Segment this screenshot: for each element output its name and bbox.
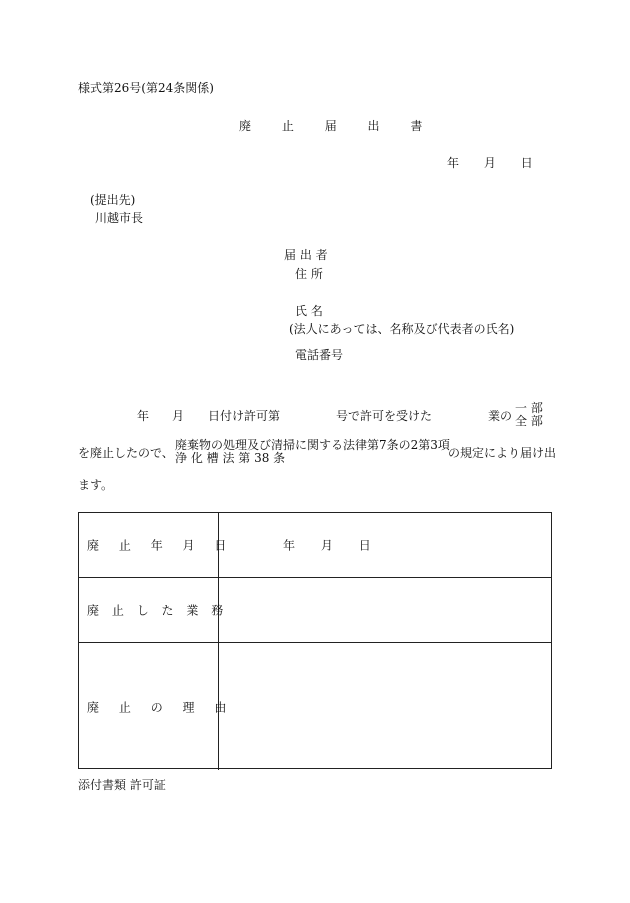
closed-business-label-cell — [79, 578, 224, 642]
name-label: 氏 名 — [295, 304, 323, 318]
document-title — [239, 120, 422, 132]
recipient-name: 川越市長 — [95, 211, 144, 225]
closure-date-char-1: 廃 — [87, 538, 100, 553]
closed-business-label — [87, 602, 223, 619]
closure-date-char-3: 年 — [150, 538, 163, 553]
closure-reason-char-4: 理 — [182, 700, 195, 714]
closure-reason-label — [87, 698, 226, 715]
law-options — [175, 439, 450, 465]
phone-label: 電話番号 — [295, 348, 344, 362]
closure-date-field — [283, 537, 371, 554]
closed-business-value-cell[interactable] — [219, 578, 551, 642]
closure-reason-char-1: 廃 — [87, 700, 100, 714]
body-business-of: 業の — [488, 409, 513, 423]
option-full: 全 部 — [515, 414, 543, 429]
closure-date-value-cell[interactable] — [219, 513, 551, 577]
body-number-permit: 号で許可を受けた — [336, 409, 433, 423]
title-char-5: 書 — [410, 119, 423, 133]
form-number: 様式第26号(第24条関係) — [78, 81, 214, 95]
closed-business-char-3: し — [136, 603, 149, 618]
title-char-1: 廃 — [239, 119, 252, 133]
closure-table — [78, 512, 552, 769]
header-date-year: 年 — [447, 156, 460, 170]
table-row — [79, 643, 551, 770]
closure-date-char-4: 月 — [182, 538, 195, 553]
closed-business-char-1: 廃 — [87, 603, 100, 618]
closure-reason-char-2: 止 — [118, 700, 131, 714]
closure-reason-label-cell — [79, 643, 227, 770]
header-date-month: 月 — [483, 156, 496, 170]
closure-date-day: 日 — [358, 538, 371, 553]
closed-business-char-6: 務 — [211, 603, 224, 618]
closure-reason-char-5: 由 — [214, 700, 227, 714]
body-month: 月 — [172, 409, 185, 423]
title-char-4: 出 — [367, 119, 380, 133]
closure-date-char-2: 止 — [118, 538, 131, 553]
address-label: 住 所 — [295, 267, 323, 281]
recipient-label: (提出先) — [90, 193, 136, 207]
closure-date-year: 年 — [283, 538, 296, 553]
line3-text: ます。 — [78, 478, 114, 492]
header-date — [447, 157, 533, 169]
closed-business-char-4: た — [161, 603, 174, 618]
body-year: 年 — [137, 409, 150, 423]
law-option-waste: 廃棄物の処理及び清掃に関する法律第7条の2第3項 — [175, 438, 450, 452]
applicant-heading: 届 出 者 — [284, 248, 328, 262]
table-row — [79, 578, 551, 643]
closure-reason-char-3: の — [150, 700, 163, 714]
attachment-note: 添付書類 許可証 — [78, 778, 166, 792]
closure-date-month: 月 — [320, 538, 333, 553]
closed-business-char-5: 業 — [186, 603, 199, 618]
title-char-3: 届 — [324, 119, 337, 133]
closure-reason-value-cell[interactable] — [219, 643, 551, 770]
option-partial: 一 部 — [515, 401, 543, 415]
closure-date-label-cell — [79, 513, 227, 577]
body-day-permit: 日付け許可第 — [208, 409, 281, 423]
partial-full-options — [515, 402, 543, 428]
closure-date-label — [87, 537, 226, 554]
law-option-septic: 浄 化 槽 法 第 38 条 — [175, 451, 286, 466]
line2-suffix: の規定により届け出 — [448, 446, 557, 460]
title-char-2: 止 — [281, 119, 294, 133]
table-row — [79, 513, 551, 578]
header-date-day: 日 — [520, 156, 533, 170]
name-note: (法人にあっては、名称及び代表者の氏名) — [289, 322, 515, 336]
closure-date-char-5: 日 — [214, 538, 227, 553]
closed-business-char-2: 止 — [111, 603, 124, 618]
line2-prefix: を廃止したので、 — [78, 446, 174, 460]
